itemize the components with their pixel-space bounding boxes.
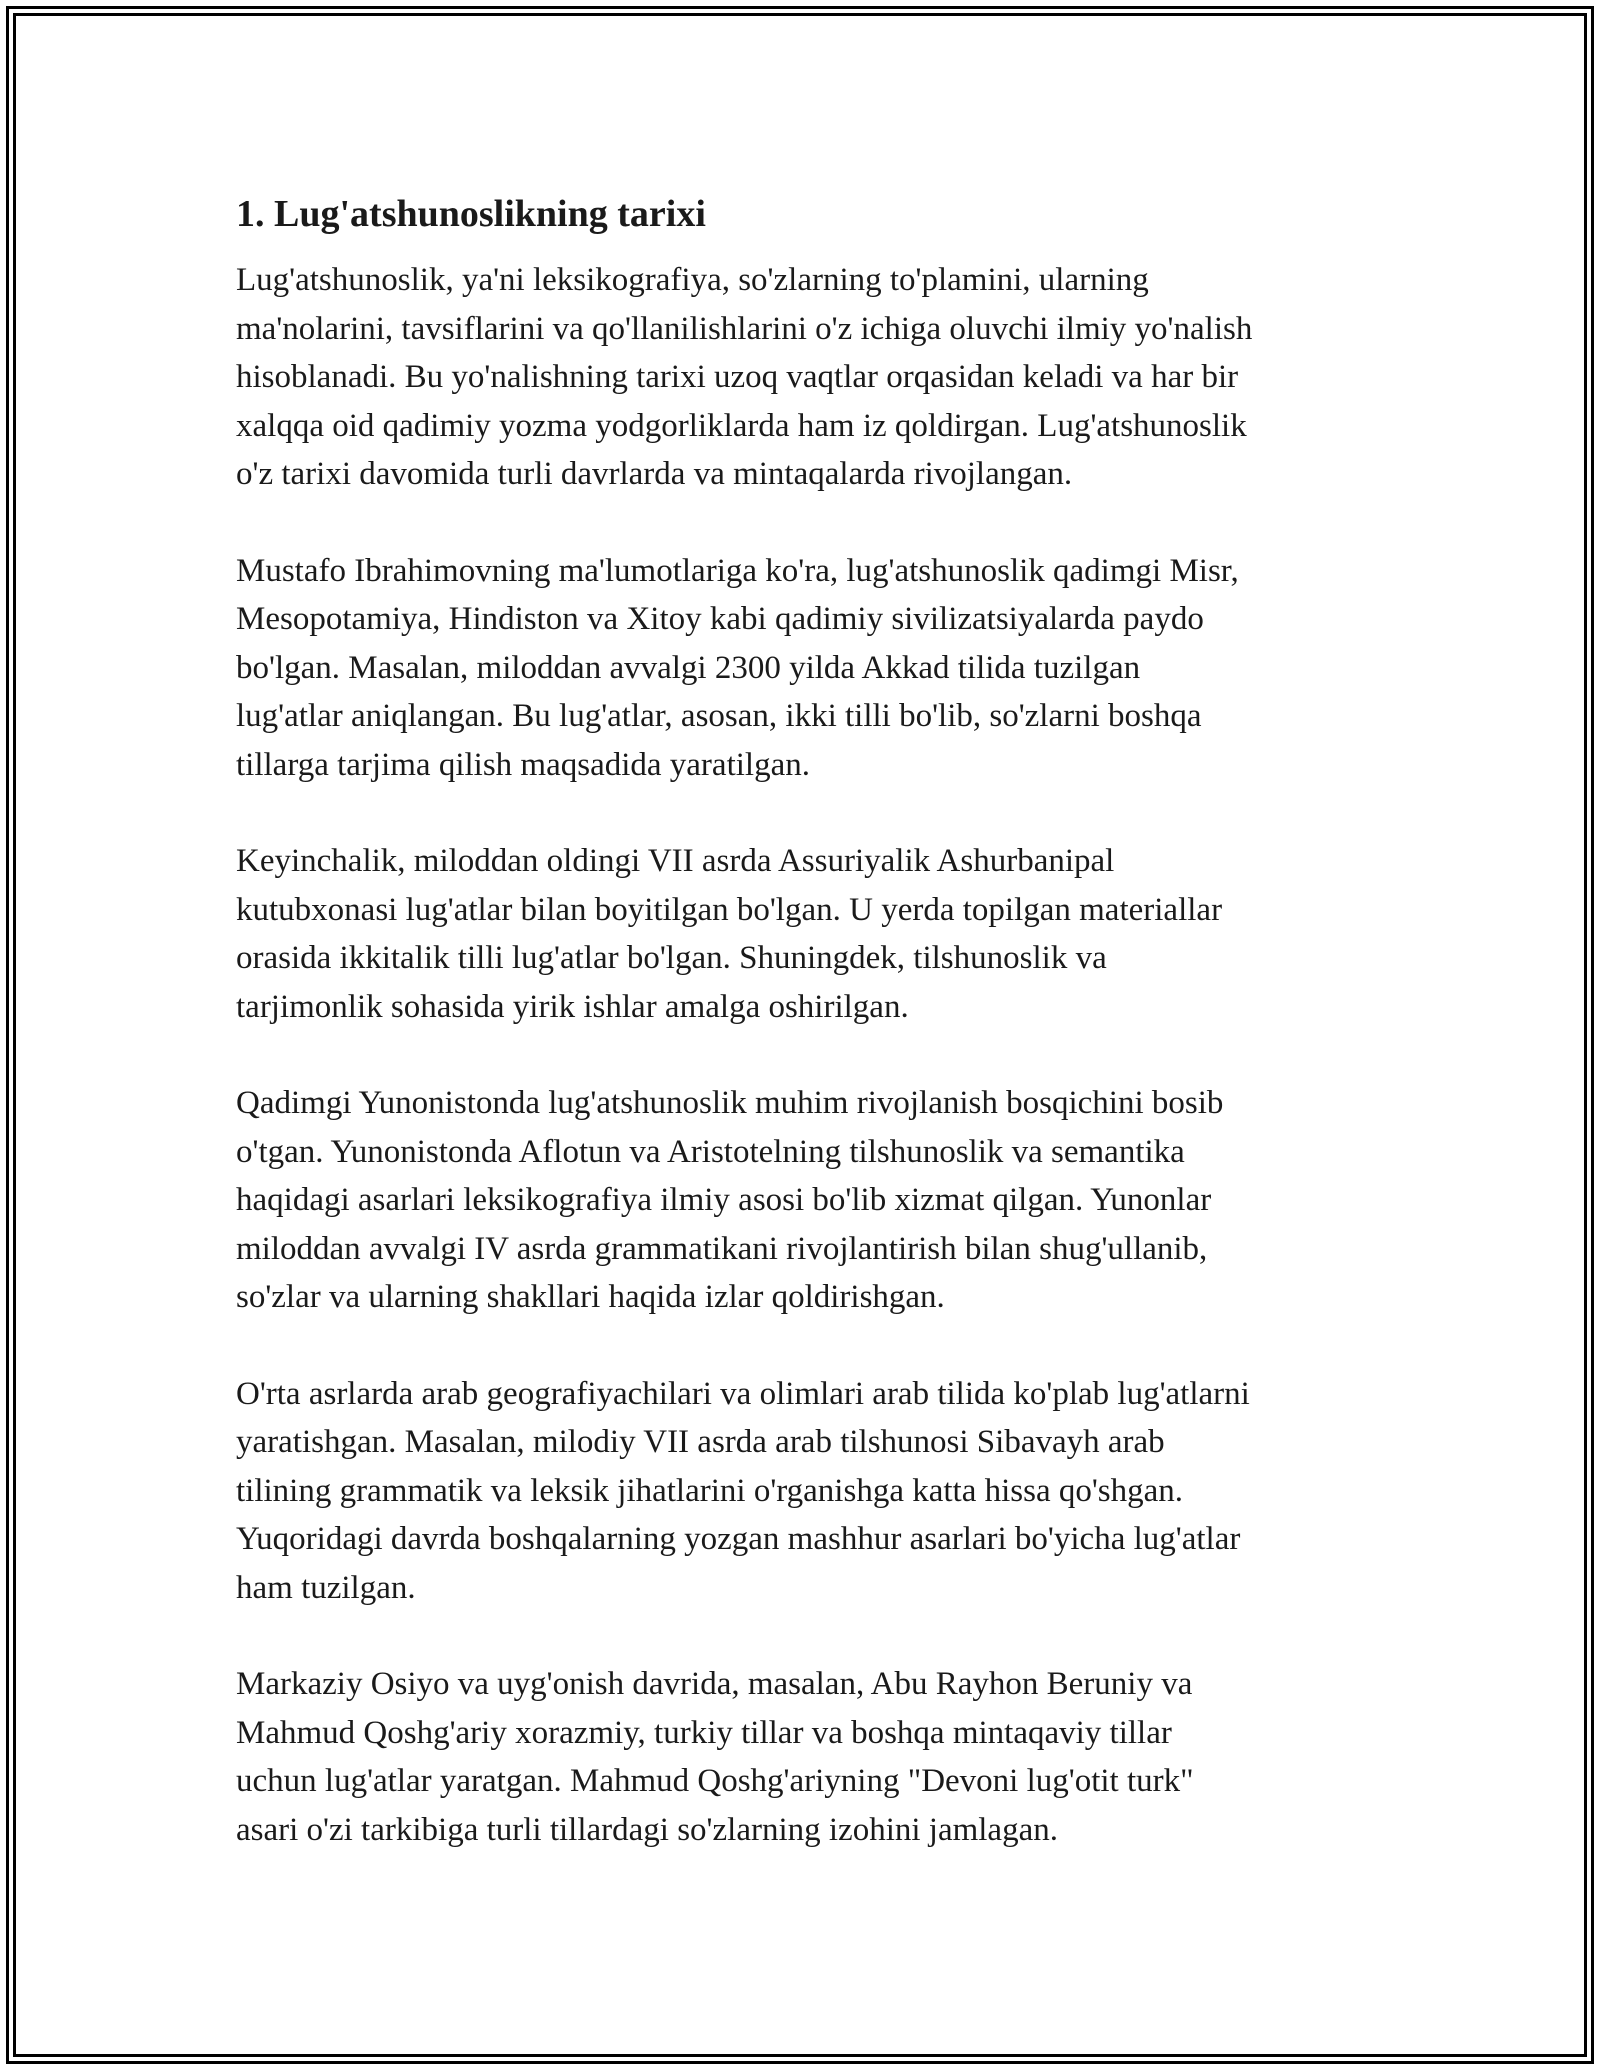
paragraph-4 — [236, 1079, 1396, 1322]
text-line: miloddan avvalgi IV asrda grammatikani rivojlantirish bilan shug'ullanib, — [236, 1230, 1208, 1267]
text-line: ma'nolarini, tavsiflarini va qo'llanilishlarini o'z ichiga oluvchi ilmiy yo'nalish — [236, 310, 1253, 347]
text-line: Keyinchalik, miloddan oldingi VII asrda Assuriyalik Ashurbanipal — [236, 843, 1115, 879]
text-line: Mahmud Qoshg'ariy xorazmiy, turkiy tillar va boshqa mintaqaviy tillar — [236, 1714, 1172, 1751]
paragraph-3 — [236, 837, 1396, 1031]
paragraph-5 — [236, 1370, 1396, 1613]
text-line: tarjimonlik sohasida yirik ishlar amalga oshirilgan. — [236, 988, 909, 1025]
text-line: o'z tarixi davomida turli davrlarda va mintaqalarda rivojlangan. — [236, 456, 1073, 492]
text-line: kutubxonasi lug'atlar bilan boyitilgan bo'lgan. U yerda topilgan materiallar — [236, 891, 1223, 928]
text-line: Mesopotamiya, Hindiston va Xitoy kabi qadimiy sivilizatsiyalarda paydo — [236, 601, 1204, 637]
text-line: Markaziy Osiyo va uyg'onish davrida, masalan, Abu Rayhon Beruniy va — [236, 1666, 1193, 1702]
paragraph-2 — [236, 547, 1396, 790]
text-line: yaratishgan. Masalan, milodiy VII asrda arab tilshunosi Sibavayh arab — [236, 1424, 1165, 1460]
text-line: ham tuzilgan. — [236, 1569, 416, 1606]
text-line: o'tgan. Yunonistonda Aflotun va Aristotelning tilshunoslik va semantika — [236, 1133, 1185, 1170]
text-line: bo'lgan. Masalan, miloddan avvalgi 2300 yilda Akkad tilida tuzilgan — [236, 649, 1141, 686]
text-line: asari o'zi tarkibiga turli tillardagi so'zlarning izohini jamlagan. — [236, 1811, 1058, 1848]
text-line: xalqqa oid qadimiy yozma yodgorliklarda ham iz qoldirgan. Lug'atshunoslik — [236, 407, 1247, 444]
text-line: tilining grammatik va leksik jihatlarini o'rganishga katta hissa qo'shgan. — [236, 1472, 1184, 1509]
document-body — [236, 186, 1396, 1902]
text-line: so'zlar va ularning shakllari haqida izlar qoldirishgan. — [236, 1279, 945, 1315]
text-line: uchun lug'atlar yaratgan. Mahmud Qoshg'ariyning "Devoni lug'otit turk" — [236, 1763, 1194, 1799]
paragraph-1 — [236, 256, 1396, 499]
text-line: orasida ikkitalik tilli lug'atlar bo'lgan. Shuningdek, tilshunoslik va — [236, 940, 1107, 976]
text-line: Qadimgi Yunonistonda lug'atshunoslik muhim rivojlanish bosqichini bosib — [236, 1085, 1224, 1121]
text-line: lug'atlar aniqlangan. Bu lug'atlar, asosan, ikki tilli bo'lib, so'zlarni boshqa — [236, 698, 1202, 734]
paragraph-6 — [236, 1660, 1396, 1854]
text-line: tillarga tarjima qilish maqsadida yaratilgan. — [236, 746, 810, 783]
text-line: hisoblanadi. Bu yo'nalishning tarixi uzoq vaqtlar orqasidan keladi va har bir — [236, 359, 1239, 395]
text-line: haqidagi asarlari leksikografiya ilmiy asosi bo'lib xizmat qilgan. Yunonlar — [236, 1182, 1212, 1218]
text-line: Lug'atshunoslik, ya'ni leksikografiya, so'zlarning to'plamini, ularning — [236, 262, 1149, 298]
text-line: Mustafo Ibrahimovning ma'lumotlariga ko'ra, lug'atshunoslik qadimgi Misr, — [236, 552, 1239, 589]
text-line: O'rta asrlarda arab geografiyachilari va olimlari arab tilida ko'plab lug'atlarni — [236, 1375, 1250, 1412]
text-line: Yuqoridagi davrda boshqalarning yozgan mashhur asarlari bo'yicha lug'atlar — [236, 1521, 1241, 1557]
section-heading: 1. Lug'atshunoslikning tarixi — [236, 193, 706, 235]
